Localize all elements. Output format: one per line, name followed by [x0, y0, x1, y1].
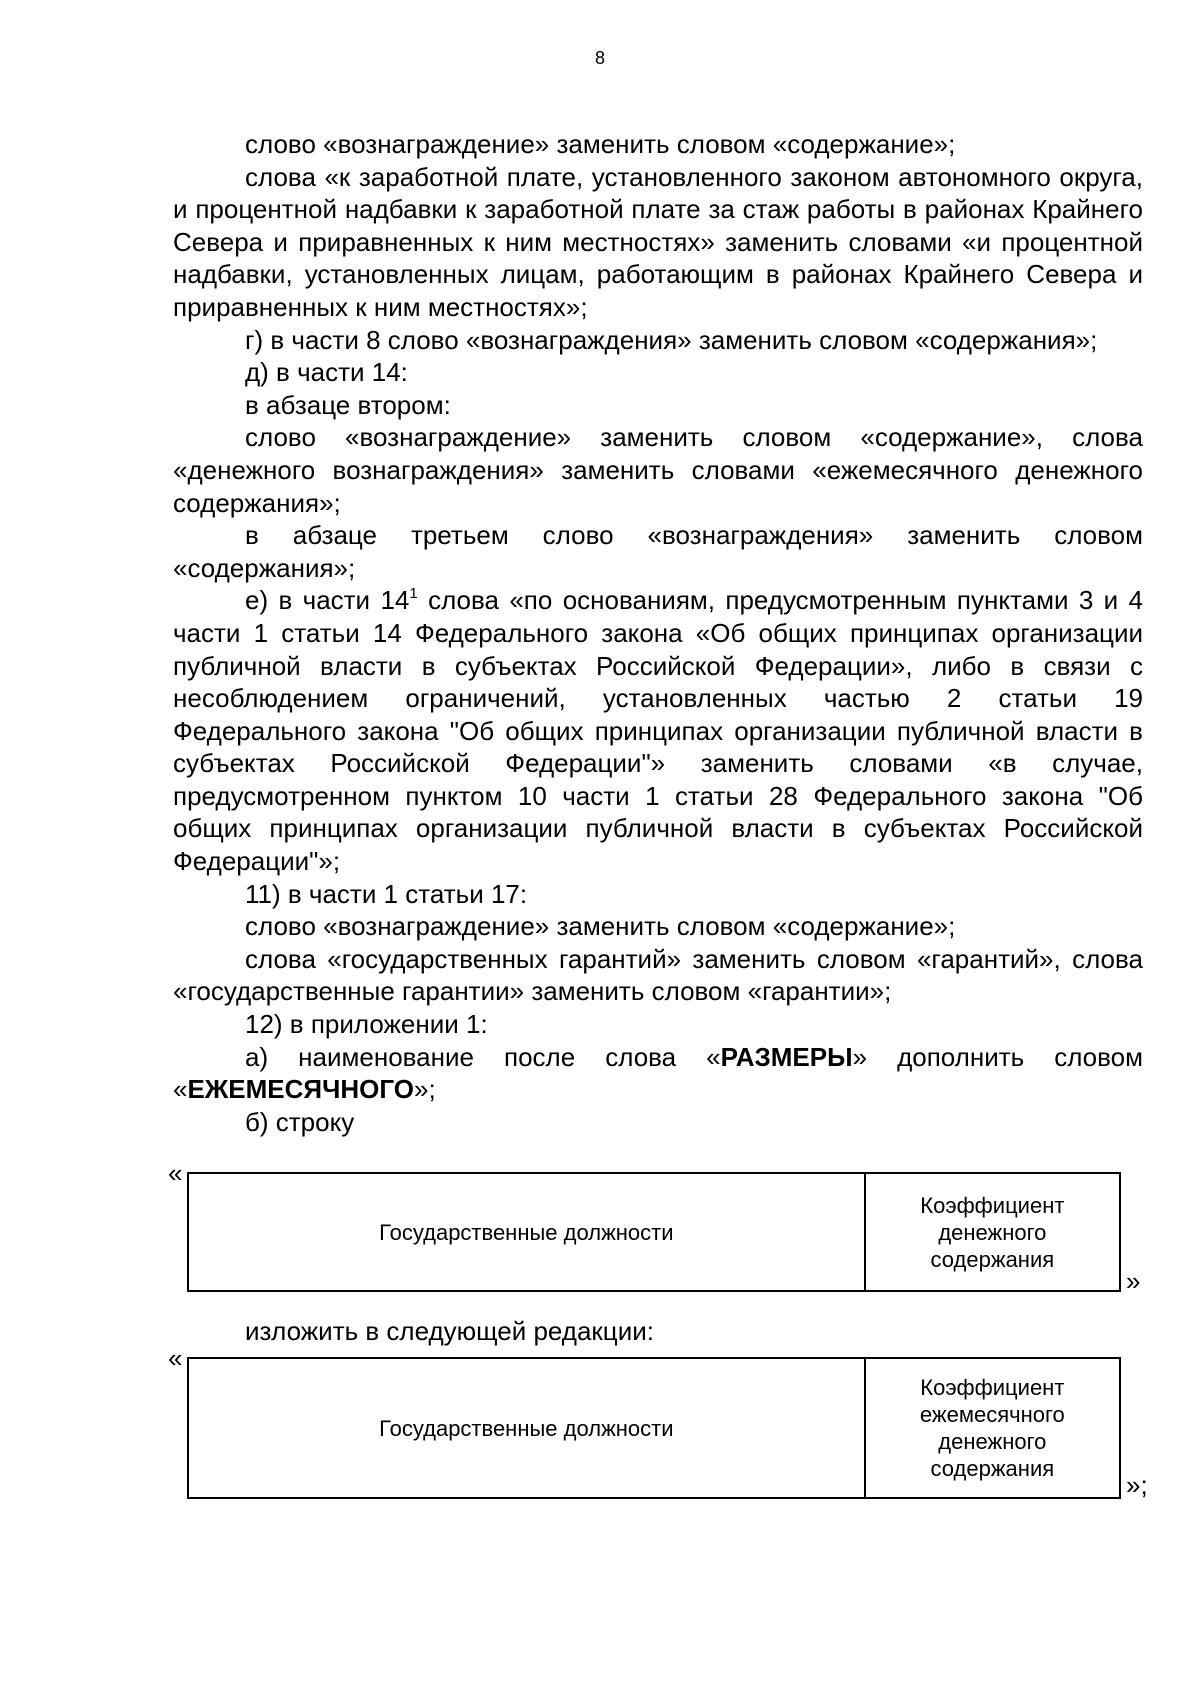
cell-line: содержания	[930, 1246, 1055, 1272]
cell-line: денежного	[938, 1219, 1047, 1245]
cell-line: денежного	[938, 1429, 1047, 1454]
cell-line: Коэффициент	[920, 1375, 1065, 1400]
cell-line: Коэффициент	[920, 1192, 1065, 1218]
paragraph: слова «государственных гарантий» заменить словом «гарантий», слова «государственные гарантии» заменить словом «гарантии»;	[173, 943, 1143, 1007]
paragraph: слово «вознаграждение» заменить словом «содержание», слова «денежного вознаграждения» заменить словами «ежемесячного денежного содержания»;	[173, 422, 1143, 518]
table-cell-coefficient	[865, 1358, 1120, 1498]
table-new-row	[187, 1357, 1121, 1499]
paragraph: 11) в части 1 статьи 17:	[245, 878, 528, 909]
bold-word-ezhemesyachnogo: ЕЖЕМЕСЯЧНОГО	[187, 1074, 415, 1105]
paragraph: слово «вознаграждение» заменить словом «содержание»;	[245, 911, 956, 942]
paragraph-e-rest: слова «по основаниям, предусмотренным пунктами 3 и 4 части 1 статьи 14 Федерального закона «Об общих принципах организации публичной власти в субъектах Российской Федерации», либо в связи с несоблюдением ограничений, установленных частью 2 статьи 19 Федерального закона "Об общих принципах организации публичной власти в субъектах Российской Федерации"» заменить словами «в случае, предусмотренном пунктом 10 части 1 статьи 28 Федерального закона "Об общих принципах организации публичной власти в субъектах Российской Федерации"»;	[173, 585, 1143, 877]
table-old-row	[187, 1172, 1121, 1292]
bold-word-razmery: РАЗМЕРЫ	[720, 1041, 853, 1072]
text-run: »;	[414, 1074, 436, 1105]
paragraph-e-start: е) в части 14	[245, 585, 410, 616]
paragraph: г) в части 8 слово «вознаграждения» заменить словом «содержания»;	[245, 324, 1098, 355]
paragraph: слова «к заработной плате, установленного законом автономного округа, и процентной надбавки к заработной плате за стаж работы в районах Крайнего Севера и приравненных к ним местностях» заменить словами «и процентной надбавки, установленных лицам, работающим в районах Крайнего Севера и приравненных к ним местностях»;	[173, 161, 1143, 322]
text-run: » дополнить словом «	[173, 1041, 1143, 1105]
paragraph-e	[173, 584, 1143, 877]
page-number: 8	[594, 48, 605, 68]
open-quote: «	[168, 1343, 183, 1373]
text-run: а) наименование после слова «	[245, 1041, 721, 1072]
paragraph: слово «вознаграждение» заменить словом «содержание»;	[245, 129, 956, 159]
superscript: 1	[409, 584, 418, 602]
paragraph: в абзаце втором:	[245, 389, 451, 420]
table-cell-positions: Государственные должности	[188, 1358, 865, 1498]
table-cell-coefficient	[865, 1173, 1120, 1291]
paragraph-a	[173, 1041, 1143, 1106]
close-quote: »	[1126, 1266, 1141, 1296]
paragraph: 12) в приложении 1:	[245, 1009, 488, 1040]
cell-line: содержания	[930, 1456, 1055, 1481]
intro-new-edition: изложить в следующей редакции:	[245, 1316, 654, 1346]
paragraph: д) в части 14:	[245, 357, 408, 388]
document-body	[173, 128, 1143, 1138]
paragraph-b: б) строку	[245, 1106, 355, 1137]
table-cell-positions: Государственные должности	[188, 1173, 865, 1291]
close-quote: »;	[1126, 1470, 1148, 1500]
cell-line: ежемесячного	[919, 1402, 1065, 1427]
paragraph: в абзаце третьем слово «вознаграждения» заменить словом «содержания»;	[173, 520, 1143, 583]
open-quote: «	[168, 1158, 183, 1188]
